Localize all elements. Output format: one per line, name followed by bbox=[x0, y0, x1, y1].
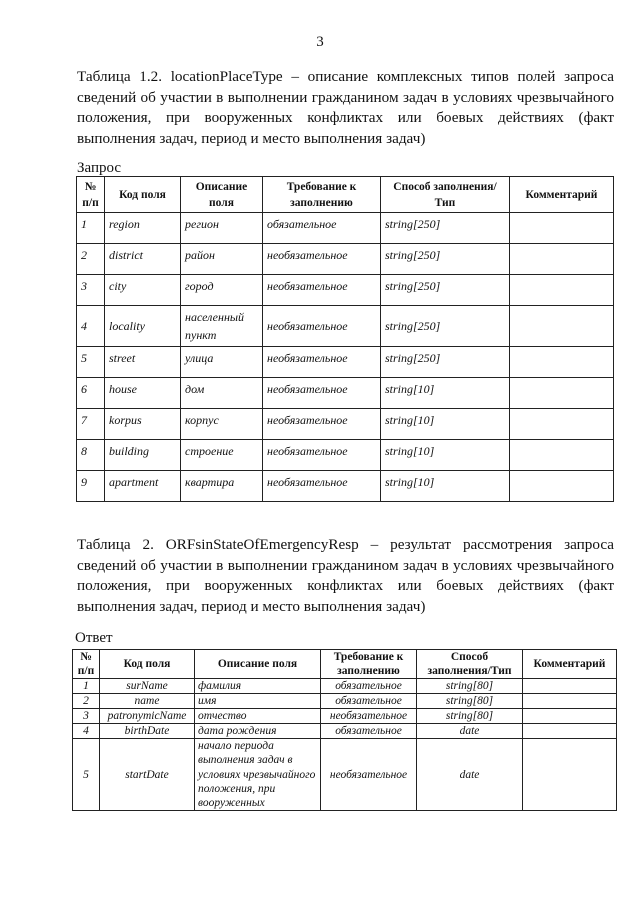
cell-comment bbox=[510, 471, 614, 502]
cell-code: korpus bbox=[105, 409, 181, 440]
cell-desc: отчество bbox=[195, 709, 321, 724]
table-row bbox=[73, 709, 617, 724]
cell-code: apartment bbox=[105, 471, 181, 502]
cell-req: необязательное bbox=[263, 275, 381, 306]
col-header-comment: Комментарий bbox=[510, 177, 614, 213]
cell-num: 7 bbox=[77, 409, 105, 440]
cell-desc: населенный пункт bbox=[181, 306, 263, 347]
cell-req: необязательное bbox=[263, 306, 381, 347]
cell-req: необязательное bbox=[321, 739, 417, 811]
table-row bbox=[77, 244, 614, 275]
col-header-req: Требование к заполнению bbox=[263, 177, 381, 213]
cell-type: string[80] bbox=[417, 694, 523, 709]
table-row bbox=[77, 306, 614, 347]
cell-type: string[250] bbox=[381, 213, 510, 244]
cell-num: 1 bbox=[77, 213, 105, 244]
location-place-type-table bbox=[76, 176, 614, 502]
cell-req: необязательное bbox=[263, 471, 381, 502]
cell-desc: город bbox=[181, 275, 263, 306]
cell-desc: дом bbox=[181, 378, 263, 409]
cell-type: string[250] bbox=[381, 244, 510, 275]
table2-section-label: Ответ bbox=[75, 630, 113, 646]
cell-req: необязательное bbox=[263, 347, 381, 378]
cell-req: необязательное bbox=[263, 244, 381, 275]
table1-caption: Таблица 1.2. locationPlaceType – описание комплексных типов полей запроса сведений об участии в выполнении гражданином задач в условиях чрезвычайного положения, при вооруженных конфликтах или боевых действиях (факт выполнения задач, период и место выполнения задач) bbox=[77, 68, 614, 147]
cell-code: birthDate bbox=[100, 724, 195, 739]
table-row bbox=[73, 679, 617, 694]
table-row bbox=[77, 347, 614, 378]
table-row bbox=[73, 724, 617, 739]
cell-code: name bbox=[100, 694, 195, 709]
cell-comment bbox=[510, 213, 614, 244]
cell-type: string[80] bbox=[417, 709, 523, 724]
cell-type: date bbox=[417, 739, 523, 811]
cell-type: string[250] bbox=[381, 275, 510, 306]
cell-comment bbox=[523, 709, 617, 724]
page-number: 3 bbox=[316, 34, 324, 50]
cell-num: 4 bbox=[77, 306, 105, 347]
cell-req: необязательное bbox=[263, 409, 381, 440]
col-header-code: Код поля bbox=[100, 650, 195, 679]
col-header-num: № п/п bbox=[77, 177, 105, 213]
col-header-req: Требование к заполнению bbox=[321, 650, 417, 679]
cell-code: patronymicName bbox=[100, 709, 195, 724]
cell-comment bbox=[523, 739, 617, 811]
col-header-type: Способ заполнения/Тип bbox=[381, 177, 510, 213]
cell-comment bbox=[510, 347, 614, 378]
cell-type: date bbox=[417, 724, 523, 739]
cell-req: обязательное bbox=[321, 679, 417, 694]
cell-code: street bbox=[105, 347, 181, 378]
col-header-desc: Описание поля bbox=[181, 177, 263, 213]
cell-req: обязательное bbox=[263, 213, 381, 244]
col-header-num: № п/п bbox=[73, 650, 100, 679]
table-row bbox=[73, 739, 617, 811]
cell-desc: дата рождения bbox=[195, 724, 321, 739]
cell-type: string[250] bbox=[381, 347, 510, 378]
cell-comment bbox=[523, 694, 617, 709]
table-header-row bbox=[77, 177, 614, 213]
table-row bbox=[77, 440, 614, 471]
table-header-row bbox=[73, 650, 617, 679]
table-row bbox=[77, 378, 614, 409]
cell-desc: строение bbox=[181, 440, 263, 471]
table1-section-label: Запрос bbox=[77, 160, 122, 176]
cell-req: необязательное bbox=[263, 440, 381, 471]
cell-type: string[10] bbox=[381, 440, 510, 471]
cell-code: surName bbox=[100, 679, 195, 694]
cell-num: 2 bbox=[73, 694, 100, 709]
cell-num: 4 bbox=[73, 724, 100, 739]
cell-type: string[10] bbox=[381, 471, 510, 502]
cell-desc: фамилия bbox=[195, 679, 321, 694]
cell-desc: корпус bbox=[181, 409, 263, 440]
orfsin-response-table bbox=[72, 649, 617, 811]
cell-num: 3 bbox=[73, 709, 100, 724]
cell-comment bbox=[510, 244, 614, 275]
cell-num: 5 bbox=[73, 739, 100, 811]
cell-req: обязательное bbox=[321, 694, 417, 709]
cell-comment bbox=[523, 724, 617, 739]
table-row bbox=[73, 694, 617, 709]
cell-code: region bbox=[105, 213, 181, 244]
cell-num: 5 bbox=[77, 347, 105, 378]
cell-type: string[250] bbox=[381, 306, 510, 347]
cell-comment bbox=[510, 409, 614, 440]
table-row bbox=[77, 471, 614, 502]
cell-type: string[80] bbox=[417, 679, 523, 694]
cell-desc: квартира bbox=[181, 471, 263, 502]
cell-desc: регион bbox=[181, 213, 263, 244]
cell-req: обязательное bbox=[321, 724, 417, 739]
cell-code: house bbox=[105, 378, 181, 409]
cell-code: city bbox=[105, 275, 181, 306]
cell-desc: имя bbox=[195, 694, 321, 709]
cell-req: необязательное bbox=[263, 378, 381, 409]
cell-num: 9 bbox=[77, 471, 105, 502]
cell-comment bbox=[523, 679, 617, 694]
cell-num: 6 bbox=[77, 378, 105, 409]
cell-desc: начало периода выполнения задач в условиях чрезвычайного положения, при вооруженных bbox=[195, 739, 321, 811]
col-header-comment: Комментарий bbox=[523, 650, 617, 679]
col-header-type: Способ заполнения/Тип bbox=[417, 650, 523, 679]
table-row bbox=[77, 213, 614, 244]
cell-code: startDate bbox=[100, 739, 195, 811]
cell-code: locality bbox=[105, 306, 181, 347]
col-header-desc: Описание поля bbox=[195, 650, 321, 679]
col-header-code: Код поля bbox=[105, 177, 181, 213]
cell-type: string[10] bbox=[381, 378, 510, 409]
cell-comment bbox=[510, 378, 614, 409]
cell-type: string[10] bbox=[381, 409, 510, 440]
cell-desc: район bbox=[181, 244, 263, 275]
table-row bbox=[77, 409, 614, 440]
cell-num: 8 bbox=[77, 440, 105, 471]
cell-comment bbox=[510, 306, 614, 347]
cell-code: district bbox=[105, 244, 181, 275]
cell-num: 1 bbox=[73, 679, 100, 694]
cell-code: building bbox=[105, 440, 181, 471]
cell-num: 3 bbox=[77, 275, 105, 306]
table-row bbox=[77, 275, 614, 306]
cell-comment bbox=[510, 440, 614, 471]
table2-caption: Таблица 2. ORFsinStateOfEmergencyResp – результат рассмотрения запроса сведений об участии в выполнении гражданином задач в условиях чрезвычайного положения, при вооруженных конфликтах или боевых действиях (факт выполнения задач, период и место выполнения задач) bbox=[77, 536, 614, 615]
cell-desc: улица bbox=[181, 347, 263, 378]
cell-num: 2 bbox=[77, 244, 105, 275]
cell-comment bbox=[510, 275, 614, 306]
cell-req: необязательное bbox=[321, 709, 417, 724]
